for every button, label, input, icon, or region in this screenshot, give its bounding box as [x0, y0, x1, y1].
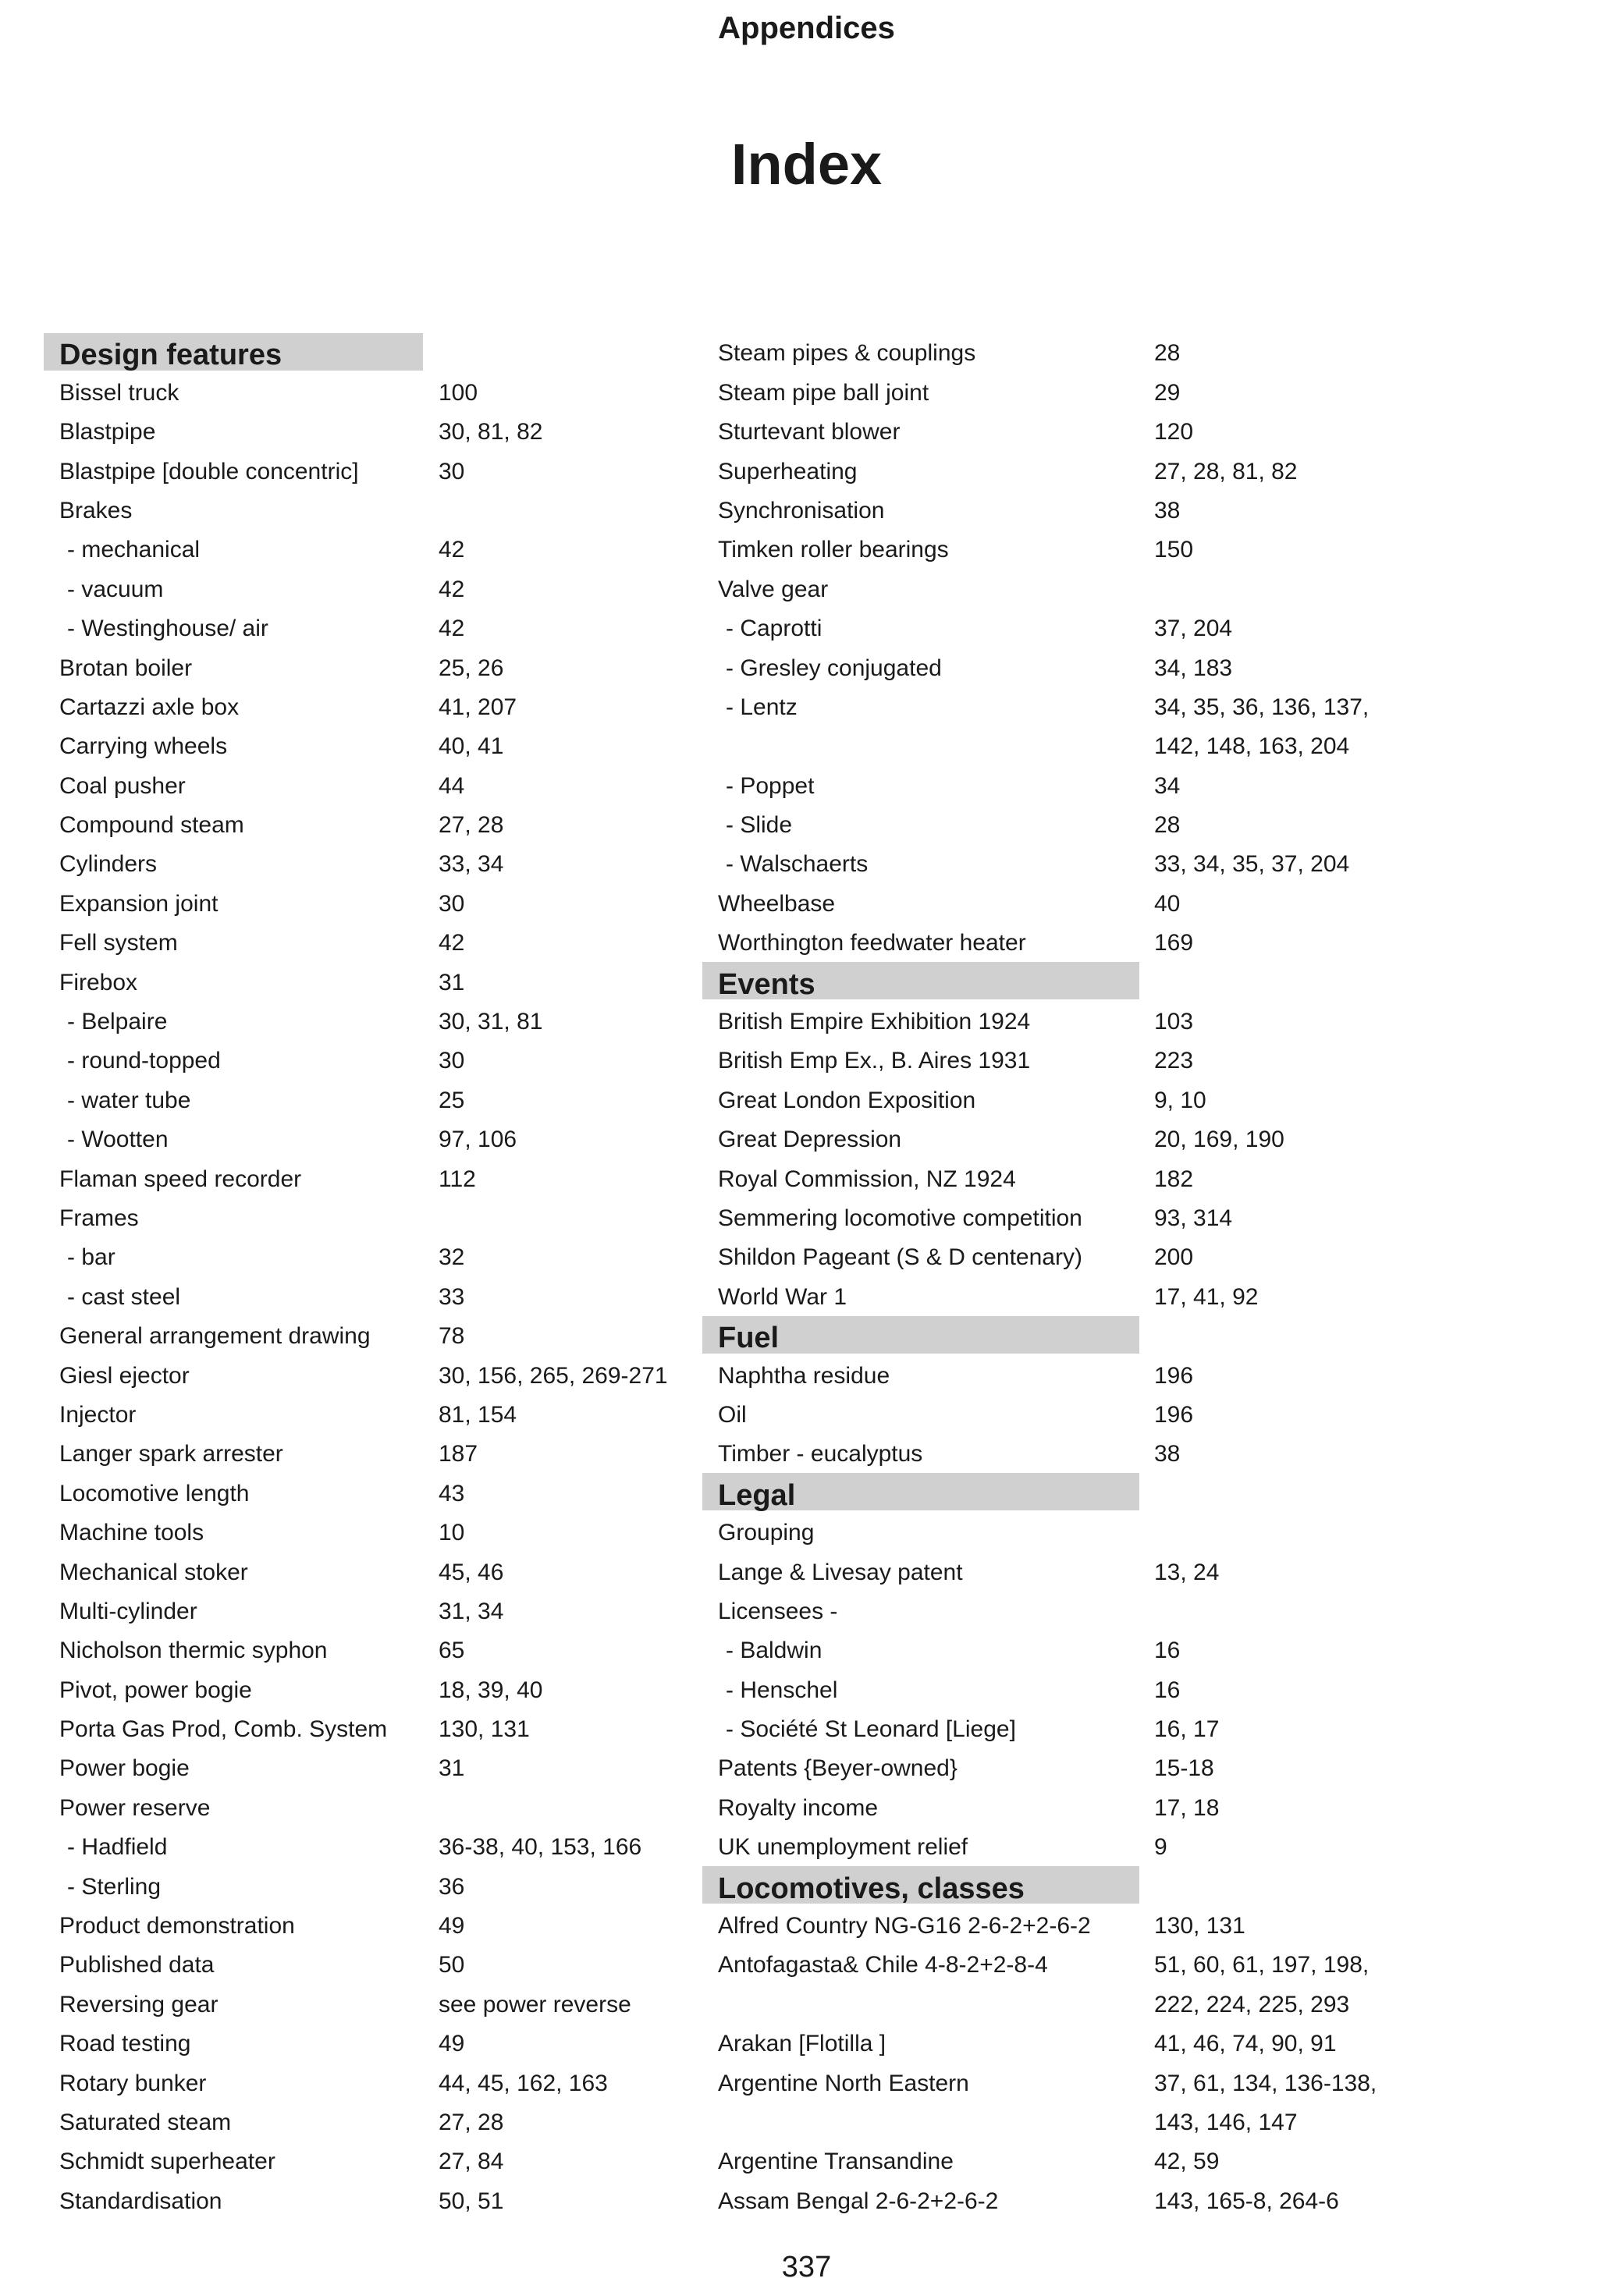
- index-term: British Emp Ex., B. Aires 1931: [718, 1048, 1031, 1074]
- index-term: - Wootten: [67, 1127, 169, 1153]
- index-term: - Baldwin: [726, 1638, 822, 1664]
- index-pages: 81, 154: [439, 1401, 517, 1428]
- index-term: Langer spark arrester: [59, 1441, 283, 1467]
- index-pages: see power reverse: [439, 1991, 631, 2017]
- index-pages: 100: [439, 379, 478, 406]
- index-term: Locomotive length: [59, 1480, 250, 1506]
- index-pages: 43: [439, 1480, 465, 1506]
- index-term: General arrangement drawing: [59, 1323, 371, 1350]
- index-term: Steam pipe ball joint: [718, 379, 929, 406]
- index-term: Power bogie: [59, 1755, 190, 1782]
- index-term: Shildon Pageant (S & D centenary): [718, 1244, 1082, 1271]
- index-pages: 32: [439, 1244, 465, 1271]
- index-pages: 16, 17: [1154, 1716, 1220, 1743]
- index-term: - Slide: [726, 812, 793, 839]
- index-term: - Société St Leonard [Liege]: [726, 1716, 1016, 1743]
- index-pages: 42: [439, 576, 465, 602]
- index-pages: 18, 39, 40: [439, 1677, 543, 1703]
- index-term: Porta Gas Prod, Comb. System: [59, 1716, 388, 1743]
- index-pages: 20, 169, 190: [1154, 1127, 1284, 1153]
- index-term: Flaman speed recorder: [59, 1166, 302, 1192]
- index-term: Reversing gear: [59, 1991, 219, 2017]
- index-term: Timken roller bearings: [718, 537, 949, 563]
- index-pages: 10: [439, 1520, 465, 1546]
- index-term: Blastpipe: [59, 419, 156, 445]
- index-term: Oil: [718, 1401, 747, 1428]
- index-pages: 130, 131: [439, 1716, 530, 1743]
- index-pages: 33, 34: [439, 851, 504, 878]
- index-pages: 28: [1154, 340, 1181, 367]
- index-pages: 143, 165-8, 264-6: [1154, 2188, 1339, 2214]
- index-pages: 44, 45, 162, 163: [439, 2070, 608, 2096]
- index-pages: 40: [1154, 890, 1181, 917]
- index-term: Machine tools: [59, 1520, 204, 1546]
- index-pages: 36-38, 40, 153, 166: [439, 1834, 642, 1861]
- index-term: Multi-cylinder: [59, 1598, 197, 1624]
- index-term: Schmidt superheater: [59, 2149, 275, 2175]
- index-term: Giesl ejector: [59, 1362, 190, 1389]
- index-term: Firebox: [59, 969, 138, 995]
- index-pages: 27, 28: [439, 812, 504, 839]
- index-pages: 29: [1154, 379, 1181, 406]
- index-pages: 222, 224, 225, 293: [1154, 1991, 1350, 2017]
- index-term: Carrying wheels: [59, 733, 228, 760]
- index-term: Worthington feedwater heater: [718, 930, 1026, 956]
- index-term: - bar: [67, 1244, 115, 1271]
- index-term: Royal Commission, NZ 1924: [718, 1166, 1016, 1192]
- index-pages: 97, 106: [439, 1127, 517, 1153]
- section-title: Design features: [59, 339, 282, 372]
- index-term: - mechanical: [67, 537, 201, 563]
- index-pages: 50, 51: [439, 2188, 504, 2214]
- index-pages: 27, 28, 81, 82: [1154, 458, 1298, 484]
- index-pages: 9, 10: [1154, 1087, 1206, 1113]
- index-pages: 51, 60, 61, 197, 198,: [1154, 1952, 1370, 1978]
- index-term: - Gresley conjugated: [726, 655, 942, 681]
- section-title: Events: [718, 967, 815, 1001]
- section-title: Legal: [718, 1478, 796, 1512]
- section-title: Locomotives, classes: [718, 1872, 1025, 1905]
- page-title: Index: [730, 132, 883, 197]
- index-term: Published data: [59, 1952, 215, 1978]
- index-term: Brotan boiler: [59, 655, 193, 681]
- index-term: - round-topped: [67, 1048, 221, 1074]
- index-term: - Sterling: [67, 1873, 162, 1900]
- index-pages: 30: [439, 1048, 465, 1074]
- index-term: Alfred Country NG-G16 2-6-2+2-6-2: [718, 1913, 1091, 1939]
- index-term: Power reserve: [59, 1794, 211, 1821]
- index-pages: 196: [1154, 1362, 1194, 1389]
- index-term: Royalty income: [718, 1794, 879, 1821]
- index-term: Rotary bunker: [59, 2070, 207, 2096]
- index-term: Great London Exposition: [718, 1087, 976, 1113]
- index-term: Product demonstration: [59, 1913, 295, 1939]
- index-pages: 142, 148, 163, 204: [1154, 733, 1350, 760]
- index-term: Pivot, power bogie: [59, 1677, 252, 1703]
- index-pages: 42: [439, 537, 465, 563]
- index-pages: 30: [439, 890, 465, 917]
- index-term: Naphtha residue: [718, 1362, 890, 1389]
- index-pages: 28: [1154, 812, 1181, 839]
- index-term: British Empire Exhibition 1924: [718, 1009, 1031, 1035]
- index-term: World War 1: [718, 1283, 847, 1310]
- index-term: - Poppet: [726, 772, 815, 799]
- index-term: Expansion joint: [59, 890, 219, 917]
- index-pages: 143, 146, 147: [1154, 2109, 1298, 2135]
- index-pages: 120: [1154, 419, 1194, 445]
- index-term: - Caprotti: [726, 616, 822, 642]
- index-term: - water tube: [67, 1087, 191, 1113]
- index-pages: 41, 46, 74, 90, 91: [1154, 2031, 1337, 2057]
- index-pages: 49: [439, 1913, 465, 1939]
- index-pages: 38: [1154, 1441, 1181, 1467]
- index-pages: 25, 26: [439, 655, 504, 681]
- index-term: Fell system: [59, 930, 178, 956]
- index-pages: 44: [439, 772, 465, 799]
- index-pages: 93, 314: [1154, 1205, 1233, 1231]
- index-pages: 16: [1154, 1677, 1181, 1703]
- index-pages: 42: [439, 616, 465, 642]
- index-pages: 187: [439, 1441, 478, 1467]
- index-term: Argentine Transandine: [718, 2149, 954, 2175]
- index-term: Nicholson thermic syphon: [59, 1638, 328, 1664]
- index-pages: 49: [439, 2031, 465, 2057]
- index-term: Compound steam: [59, 812, 244, 839]
- index-pages: 200: [1154, 1244, 1194, 1271]
- page-number: 337: [781, 2251, 832, 2284]
- index-pages: 25: [439, 1087, 465, 1113]
- index-term: Synchronisation: [718, 497, 885, 523]
- index-pages: 42: [439, 930, 465, 956]
- index-term: Road testing: [59, 2031, 191, 2057]
- index-term: Great Depression: [718, 1127, 902, 1153]
- index-pages: 45, 46: [439, 1559, 504, 1585]
- index-term: - Lentz: [726, 694, 798, 720]
- index-term: Standardisation: [59, 2188, 222, 2214]
- index-term: Licensees -: [718, 1598, 838, 1624]
- index-term: Bissel truck: [59, 379, 179, 406]
- index-term: Brakes: [59, 497, 133, 523]
- index-pages: 42, 59: [1154, 2149, 1220, 2175]
- index-pages: 169: [1154, 930, 1194, 956]
- index-term: Patents {Beyer-owned}: [718, 1755, 957, 1782]
- section-title: Fuel: [718, 1322, 780, 1355]
- index-pages: 31: [439, 969, 465, 995]
- index-pages: 17, 41, 92: [1154, 1283, 1259, 1310]
- index-term: Blastpipe [double concentric]: [59, 458, 359, 484]
- index-pages: 196: [1154, 1401, 1194, 1428]
- index-term: Cylinders: [59, 851, 158, 878]
- index-pages: 34: [1154, 772, 1181, 799]
- index-pages: 31, 34: [439, 1598, 504, 1624]
- index-term: Sturtevant blower: [718, 419, 901, 445]
- index-term: Cartazzi axle box: [59, 694, 240, 720]
- index-term: Frames: [59, 1205, 139, 1231]
- index-pages: 34, 183: [1154, 655, 1233, 681]
- index-pages: 30, 81, 82: [439, 419, 543, 445]
- index-pages: 30: [439, 458, 465, 484]
- index-pages: 37, 61, 134, 136-138,: [1154, 2070, 1377, 2096]
- index-term: Coal pusher: [59, 772, 186, 799]
- index-pages: 30, 156, 265, 269-271: [439, 1362, 668, 1389]
- index-term: Injector: [59, 1401, 137, 1428]
- index-term: Grouping: [718, 1520, 815, 1546]
- index-term: - Westinghouse/ air: [67, 616, 268, 642]
- index-term: UK unemployment relief: [718, 1834, 968, 1861]
- index-pages: 38: [1154, 497, 1181, 523]
- index-pages: 150: [1154, 537, 1194, 563]
- index-pages: 36: [439, 1873, 465, 1900]
- index-pages: 27, 28: [439, 2109, 504, 2135]
- index-term: - vacuum: [67, 576, 164, 602]
- index-pages: 16: [1154, 1638, 1181, 1664]
- index-pages: 34, 35, 36, 136, 137,: [1154, 694, 1370, 720]
- index-pages: 13, 24: [1154, 1559, 1220, 1585]
- index-pages: 50: [439, 1952, 465, 1978]
- index-pages: 65: [439, 1638, 465, 1664]
- index-term: Wheelbase: [718, 890, 836, 917]
- index-pages: 15-18: [1154, 1755, 1214, 1782]
- running-head: Appendices: [718, 11, 895, 45]
- index-pages: 182: [1154, 1166, 1194, 1192]
- index-term: Saturated steam: [59, 2109, 232, 2135]
- index-term: Mechanical stoker: [59, 1559, 248, 1585]
- index-term: Valve gear: [718, 576, 829, 602]
- index-term: Lange & Livesay patent: [718, 1559, 963, 1585]
- index-pages: 223: [1154, 1048, 1194, 1074]
- index-pages: 17, 18: [1154, 1794, 1220, 1821]
- index-term: Steam pipes & couplings: [718, 340, 976, 367]
- index-term: - Belpaire: [67, 1009, 168, 1035]
- index-term: Superheating: [718, 458, 858, 484]
- index-pages: 31: [439, 1755, 465, 1782]
- index-pages: 41, 207: [439, 694, 517, 720]
- index-pages: 27, 84: [439, 2149, 504, 2175]
- index-term: Arakan [Flotilla ]: [718, 2031, 886, 2057]
- index-term: Semmering locomotive competition: [718, 1205, 1082, 1231]
- index-pages: 33: [439, 1283, 465, 1310]
- index-pages: 9: [1154, 1834, 1167, 1861]
- index-term: - cast steel: [67, 1283, 181, 1310]
- index-pages: 30, 31, 81: [439, 1009, 543, 1035]
- index-term: Argentine North Eastern: [718, 2070, 969, 2096]
- index-pages: 37, 204: [1154, 616, 1233, 642]
- index-term: Antofagasta& Chile 4-8-2+2-8-4: [718, 1952, 1048, 1978]
- index-pages: 112: [439, 1166, 476, 1192]
- index-term: - Walschaerts: [726, 851, 869, 878]
- index-pages: 103: [1154, 1009, 1194, 1035]
- index-term: - Hadfield: [67, 1834, 168, 1861]
- index-term: Assam Bengal 2-6-2+2-6-2: [718, 2188, 999, 2214]
- index-term: Timber - eucalyptus: [718, 1441, 923, 1467]
- index-term: - Henschel: [726, 1677, 838, 1703]
- index-pages: 33, 34, 35, 37, 204: [1154, 851, 1350, 878]
- index-pages: 78: [439, 1323, 465, 1350]
- index-pages: 40, 41: [439, 733, 504, 760]
- index-pages: 130, 131: [1154, 1913, 1245, 1939]
